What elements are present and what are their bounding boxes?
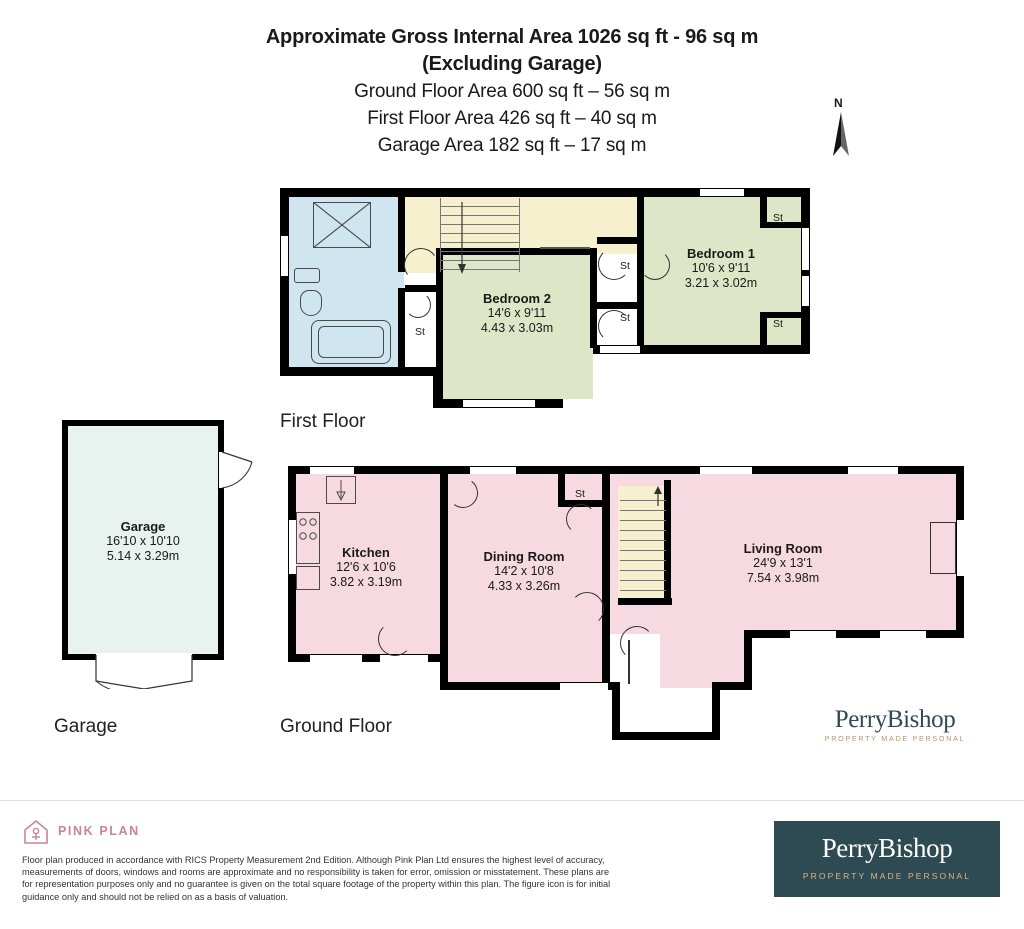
window-gf-bottom-2 (560, 683, 608, 690)
garage-area: Garage Area 182 sq ft – 17 sq m (377, 135, 647, 156)
window-gf-bottom-1 (310, 655, 362, 662)
window-gf-bottom-4 (880, 631, 926, 638)
living-bay-recess (930, 522, 956, 574)
door-gf-kitchen-back (378, 622, 412, 656)
hall-fill (660, 628, 750, 688)
perrybishop-footer-logo (774, 821, 1000, 897)
footer-divider (0, 800, 1024, 801)
window-gf-top-3 (700, 467, 752, 474)
wall-gf-bottom-living (744, 630, 960, 638)
dining-label: Dining Room 14'2 x 10'8 4.33 x 3.26m (483, 549, 565, 593)
first-floor-title: First Floor (280, 411, 366, 432)
wall-gf-stub4 (744, 630, 752, 688)
window-gf-bottom-3 (790, 631, 836, 638)
pink-plan-label: PINK PLAN (58, 824, 140, 838)
storage-label-ff-4: St (620, 312, 630, 324)
bedroom1-label: Bedroom 1 10'6 x 9'11 3.21 x 3.02m (684, 246, 758, 290)
storage-label-gf-1: St (575, 488, 585, 500)
kitchen-tap-icon (330, 478, 352, 502)
door-gf-hall (620, 626, 654, 660)
door-gf-dining-living (570, 592, 604, 626)
ground-floor-title: Ground Floor (280, 716, 392, 737)
perrybishop-plan-logo-tagline: PROPERTY MADE PERSONAL (824, 734, 966, 743)
window-gf-top-1 (310, 467, 354, 474)
garage-title: Garage (54, 716, 118, 737)
door-gf-front-leaf (628, 640, 630, 684)
garage-label: Garage 16'10 x 10'10 5.14 x 3.29m (106, 519, 180, 563)
perrybishop-plan-logo-name: PerryBishop (834, 706, 956, 733)
door-gf-storage (566, 504, 596, 534)
window-gf-top-4 (848, 467, 898, 474)
bedroom2-label: Bedroom 2 14'6 x 9'11 4.43 x 3.03m (480, 291, 554, 335)
storage-label-ff-2: St (773, 318, 783, 330)
disclaimer-text: Floor plan produced in accordance with RICS Property Measurement 2nd Edition. Although Pink Plan Ltd ensures the highest level of accuracy, measurements of doors, windows and rooms are approximate and no responsibility is taken for error, omission or misstatement. These plans are for representation purposes only and no guarantee is given on the total square footage of the property within this plan. The figure icon is for initial guidance only and should not be relied on as a basis of valuation. (22, 855, 611, 902)
wall-gf-stub3 (712, 682, 720, 740)
window-gf-top-2 (470, 467, 516, 474)
staircase-ground-floor (620, 500, 666, 600)
wall-gf-st-left (558, 472, 565, 504)
storage-label-ff-1: St (773, 212, 783, 224)
header-title-line1: Approximate Gross Internal Area 1026 sq ft - 96 sq m (265, 26, 759, 48)
living-label: Living Room 24'9 x 13'1 7.54 x 3.98m (743, 541, 823, 585)
perrybishop-footer-name: PerryBishop (821, 833, 953, 863)
door-gf-kitchen-ext (380, 655, 428, 662)
perrybishop-plan-logo (820, 706, 970, 746)
pink-plan-house-icon (22, 818, 50, 846)
stairs-up-arrow-icon (650, 486, 666, 508)
window-gf-right-1 (957, 520, 964, 576)
header-title-line2: (Excluding Garage) (422, 53, 602, 75)
kitchen-label: Kitchen 12'6 x 10'6 3.82 x 3.19m (329, 545, 403, 589)
wall-gf-bottom-porch (612, 732, 720, 740)
storage-label-ff-3: St (620, 260, 630, 272)
storage-label-ff-5: St (415, 326, 425, 338)
ground-floor-area: Ground Floor Area 600 sq ft – 56 sq m (354, 81, 670, 102)
first-floor-area: First Floor Area 426 sq ft – 40 sq m (367, 108, 657, 129)
compass-north-label: N (834, 96, 843, 110)
perrybishop-footer-tagline: PROPERTY MADE PERSONAL (802, 871, 972, 881)
